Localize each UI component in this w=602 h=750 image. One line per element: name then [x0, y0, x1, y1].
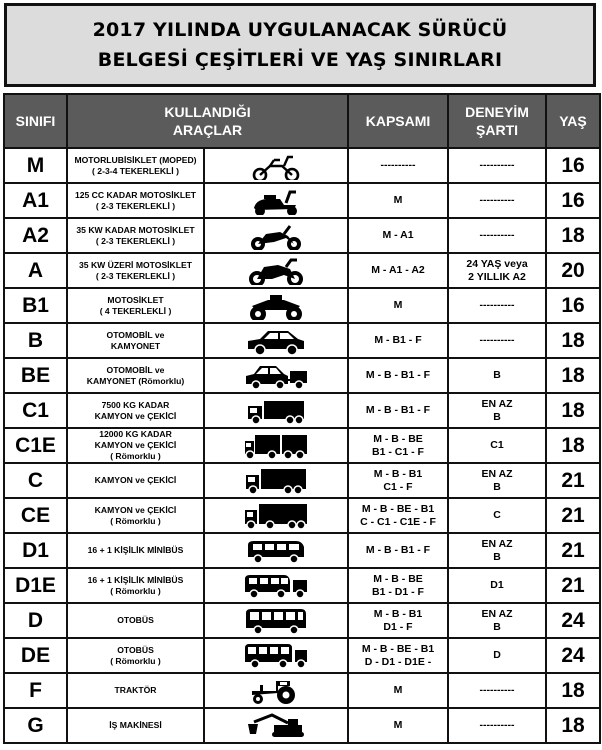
vehicle-description-c1e-line-3: ( Römorklu ) — [110, 451, 161, 461]
table-row-c1e — [4, 428, 600, 463]
minimum-age-c1: 18 — [546, 393, 600, 428]
scope-g — [348, 708, 448, 743]
experience-requirement-g — [448, 708, 546, 743]
table-row-d1 — [4, 533, 600, 568]
experience-requirement-a-line-1: 24 YAŞ veya — [466, 257, 528, 270]
scope-a1 — [348, 183, 448, 218]
table-row-c — [4, 463, 600, 498]
licence-class-a1: A1 — [4, 183, 67, 218]
minimum-age-d: 24 — [546, 603, 600, 638]
vehicle-description-de-line-1: OTOBÜS — [117, 644, 154, 655]
scope-f-line-1: M — [393, 684, 403, 696]
table-row-g — [4, 708, 600, 743]
truck-trailer-icon — [244, 432, 308, 460]
scope-c1e-line-2: B1 - C1 - F — [372, 445, 424, 458]
licence-class-a2: A2 — [4, 218, 67, 253]
licence-class-f: F — [4, 673, 67, 708]
vehicle-description-a-line-1: 35 KW ÜZERİ MOTOSİKLET — [79, 259, 192, 270]
vehicle-icon-cell-ce — [204, 498, 348, 533]
vehicle-description-c — [67, 463, 204, 498]
table-row-a — [4, 253, 600, 288]
scope-d1e-line-2: B1 - D1 - F — [372, 585, 424, 598]
vehicle-icon-cell-be — [204, 358, 348, 393]
table-row-a1 — [4, 183, 600, 218]
minimum-age-a: 20 — [546, 253, 600, 288]
experience-requirement-d1-line-1: EN AZ — [481, 537, 513, 550]
header-age: YAŞ — [546, 94, 600, 148]
motorcycle-icon — [244, 222, 308, 250]
scope-m-line-1: ---------- — [380, 159, 416, 171]
vehicle-description-c1-line-2: KAMYON ve ÇEKİCİ — [94, 410, 177, 421]
header-vehicles-line-1: KULLANDIĞI — [164, 104, 251, 120]
minibus-icon — [244, 537, 308, 565]
experience-requirement-m-line-1: ---------- — [479, 159, 515, 171]
vehicle-icon-cell-de — [204, 638, 348, 673]
scope-g-line-1: M — [393, 719, 403, 731]
experience-requirement-a1 — [448, 183, 546, 218]
licence-class-m: M — [4, 148, 67, 183]
licence-class-d1e: D1E — [4, 568, 67, 603]
page-title-box — [4, 3, 596, 87]
experience-requirement-b-line-1: ---------- — [479, 334, 515, 346]
scope-de — [348, 638, 448, 673]
vehicle-icon-cell-b — [204, 323, 348, 358]
vehicle-description-a1-line-1: 125 CC KADAR MOTOSİKLET — [74, 189, 197, 200]
scope-c1e — [348, 428, 448, 463]
vehicle-description-g — [67, 708, 204, 743]
experience-requirement-de — [448, 638, 546, 673]
scope-d — [348, 603, 448, 638]
vehicle-description-d1e-line-2: ( Römorklu ) — [110, 585, 161, 596]
vehicle-description-c-line-1: KAMYON ve ÇEKİCİ — [94, 475, 177, 485]
vehicle-description-a2-line-2: ( 2-3 TEKERLEKLİ ) — [95, 235, 176, 246]
quad-bike-icon — [244, 292, 308, 320]
experience-requirement-c-line-2: B — [493, 480, 501, 493]
experience-requirement-a2-line-1: ---------- — [479, 229, 515, 241]
licence-class-be: BE — [4, 358, 67, 393]
vehicle-icon-cell-c1e — [204, 428, 348, 463]
scope-a2-line-1: M - A1 — [382, 229, 414, 241]
table-row-b1 — [4, 288, 600, 323]
vehicle-description-d-line-1: OTOBÜS — [117, 615, 154, 625]
experience-requirement-be-line-1: B — [493, 369, 501, 381]
vehicle-description-a1 — [67, 183, 204, 218]
table-row-d1e — [4, 568, 600, 603]
licence-class-b1: B1 — [4, 288, 67, 323]
header-experience — [448, 94, 546, 148]
minimum-age-g: 18 — [546, 708, 600, 743]
minimum-age-c1e: 18 — [546, 428, 600, 463]
experience-requirement-f — [448, 673, 546, 708]
vehicle-description-d1 — [67, 533, 204, 568]
header-vehicles-line-2: ARAÇLAR — [172, 122, 243, 138]
vehicle-description-a — [67, 253, 204, 288]
minimum-age-be: 18 — [546, 358, 600, 393]
experience-requirement-be — [448, 358, 546, 393]
scope-c-line-2: C1 - F — [383, 480, 413, 493]
licence-class-g: G — [4, 708, 67, 743]
licence-class-c1e: C1E — [4, 428, 67, 463]
scope-c1e-line-1: M - B - BE — [373, 432, 423, 445]
scope-ce — [348, 498, 448, 533]
table-header-row — [4, 94, 600, 148]
minimum-age-ce: 21 — [546, 498, 600, 533]
vehicle-icon-cell-m — [204, 148, 348, 183]
tractor-icon — [244, 677, 308, 705]
vehicle-description-a1-line-2: ( 2-3 TEKERLEKLİ ) — [95, 200, 176, 211]
licence-class-b: B — [4, 323, 67, 358]
minimum-age-c: 21 — [546, 463, 600, 498]
experience-requirement-c1-line-2: B — [493, 410, 501, 423]
vehicle-description-ce-line-2: ( Römorklu ) — [110, 515, 161, 526]
experience-requirement-d1e — [448, 568, 546, 603]
licence-class-a: A — [4, 253, 67, 288]
licence-class-c1: C1 — [4, 393, 67, 428]
vehicle-description-de-line-2: ( Römorklu ) — [110, 655, 161, 666]
scope-f — [348, 673, 448, 708]
table-row-be — [4, 358, 600, 393]
vehicle-description-m-line-2: ( 2-3-4 TEKERLEKLİ ) — [92, 165, 179, 176]
vehicle-description-f-line-1: TRAKTÖR — [114, 685, 157, 695]
vehicle-description-c1e-line-1: 12000 KG KADAR — [99, 429, 172, 439]
experience-requirement-de-line-1: D — [493, 649, 501, 661]
vehicle-icon-cell-a — [204, 253, 348, 288]
vehicle-description-a-line-2: ( 2-3 TEKERLEKLİ ) — [95, 270, 176, 281]
experience-requirement-a1-line-1: ---------- — [479, 194, 515, 206]
vehicle-icon-cell-f — [204, 673, 348, 708]
vehicle-icon-cell-d1e — [204, 568, 348, 603]
experience-requirement-a-line-2: 2 YILLIK A2 — [468, 270, 526, 283]
minimum-age-m: 16 — [546, 148, 600, 183]
experience-requirement-d-line-2: B — [493, 620, 501, 633]
scope-d-line-1: M - B - B1 — [373, 607, 423, 620]
scope-d1e — [348, 568, 448, 603]
licence-classes-table — [3, 93, 601, 744]
experience-requirement-ce-line-1: C — [493, 509, 501, 521]
table-row-b — [4, 323, 600, 358]
vehicle-description-ce — [67, 498, 204, 533]
vehicle-description-be-line-1: OTOMOBİL ve — [106, 364, 165, 375]
page-title-line-2: BELGESİ ÇEŞİTLERİ VE YAŞ SINIRLARI — [97, 49, 503, 71]
scope-a2 — [348, 218, 448, 253]
vehicle-description-c1-line-1: 7500 KG KADAR — [101, 399, 170, 410]
minimum-age-f: 18 — [546, 673, 600, 708]
vehicle-description-d — [67, 603, 204, 638]
scope-ce-line-1: M - B - BE - B1 — [361, 502, 435, 515]
vehicle-icon-cell-d1 — [204, 533, 348, 568]
experience-requirement-ce — [448, 498, 546, 533]
experience-requirement-b1-line-1: ---------- — [479, 299, 515, 311]
licence-class-c: C — [4, 463, 67, 498]
scope-a-line-1: M - A1 - A2 — [371, 264, 425, 276]
scope-b1 — [348, 288, 448, 323]
heavy-motorcycle-icon — [244, 257, 308, 285]
minimum-age-d1: 21 — [546, 533, 600, 568]
scope-b-line-1: M - B1 - F — [374, 334, 422, 346]
experience-requirement-c1 — [448, 393, 546, 428]
table-row-m — [4, 148, 600, 183]
experience-requirement-d1e-line-1: D1 — [490, 579, 504, 591]
scope-de-line-2: D - D1 - D1E - — [364, 655, 432, 668]
licence-class-de: DE — [4, 638, 67, 673]
scope-c1 — [348, 393, 448, 428]
vehicle-icon-cell-c1 — [204, 393, 348, 428]
experience-requirement-c1-line-1: EN AZ — [481, 397, 513, 410]
scope-c-line-1: M - B - B1 — [373, 467, 423, 480]
minimum-age-b1: 16 — [546, 288, 600, 323]
scope-c1-line-1: M - B - B1 - F — [365, 404, 431, 416]
experience-requirement-c-line-1: EN AZ — [481, 467, 513, 480]
table-row-d — [4, 603, 600, 638]
vehicle-description-a2 — [67, 218, 204, 253]
vehicle-description-m-line-1: MOTORLUBİSİKLET (MOPED) — [74, 154, 197, 165]
experience-requirement-f-line-1: ---------- — [479, 684, 515, 696]
vehicle-icon-cell-g — [204, 708, 348, 743]
vehicle-description-g-line-1: İŞ MAKİNESİ — [109, 720, 162, 730]
experience-requirement-m — [448, 148, 546, 183]
scope-ce-line-2: C - C1 - C1E - F — [360, 515, 436, 528]
table-row-f — [4, 673, 600, 708]
experience-requirement-c1e — [448, 428, 546, 463]
vehicle-icon-cell-d — [204, 603, 348, 638]
minimum-age-a2: 18 — [546, 218, 600, 253]
vehicle-description-b1 — [67, 288, 204, 323]
table-row-c1 — [4, 393, 600, 428]
header-experience-line-1: DENEYİM — [465, 104, 529, 120]
scope-m — [348, 148, 448, 183]
excavator-icon — [244, 712, 308, 740]
minimum-age-b: 18 — [546, 323, 600, 358]
vehicle-description-b — [67, 323, 204, 358]
minibus-trailer-icon — [244, 572, 308, 600]
scope-d1e-line-1: M - B - BE — [373, 572, 423, 585]
experience-requirement-a — [448, 253, 546, 288]
experience-requirement-d1 — [448, 533, 546, 568]
semi-truck-icon — [244, 502, 308, 530]
car-trailer-icon — [244, 362, 308, 390]
scope-d-line-2: D1 - F — [383, 620, 413, 633]
header-scope: KAPSAMI — [348, 94, 448, 148]
table-row-ce — [4, 498, 600, 533]
vehicle-description-b1-line-2: ( 4 TEKERLEKLİ ) — [99, 305, 172, 316]
vehicle-description-ce-line-1: KAMYON ve ÇEKİCİ — [94, 504, 177, 515]
experience-requirement-g-line-1: ---------- — [479, 719, 515, 731]
scooter-icon — [244, 187, 308, 215]
vehicle-description-b-line-1: OTOMOBİL ve — [106, 329, 165, 340]
vehicle-description-d1-line-1: 16 + 1 KİŞİLİK MİNİBÜS — [87, 545, 184, 555]
vehicle-description-c1e — [67, 428, 204, 463]
table-row-a2 — [4, 218, 600, 253]
moped-icon — [244, 152, 308, 180]
scope-d1 — [348, 533, 448, 568]
vehicle-description-f — [67, 673, 204, 708]
experience-requirement-d-line-1: EN AZ — [481, 607, 513, 620]
experience-requirement-d1-line-2: B — [493, 550, 501, 563]
scope-be — [348, 358, 448, 393]
car-icon — [244, 327, 308, 355]
scope-a1-line-1: M — [393, 194, 403, 206]
header-vehicles — [67, 94, 348, 148]
experience-requirement-a2 — [448, 218, 546, 253]
vehicle-description-de — [67, 638, 204, 673]
experience-requirement-b1 — [448, 288, 546, 323]
vehicle-description-b-line-2: KAMYONET — [110, 340, 161, 351]
minimum-age-d1e: 21 — [546, 568, 600, 603]
scope-d1-line-1: M - B - B1 - F — [365, 544, 431, 556]
scope-a — [348, 253, 448, 288]
vehicle-description-be-line-2: KAMYONET (Römorklu) — [86, 375, 185, 386]
vehicle-description-d1e-line-1: 16 + 1 KİŞİLİK MİNİBÜS — [87, 574, 184, 585]
experience-requirement-b — [448, 323, 546, 358]
vehicle-description-d1e — [67, 568, 204, 603]
scope-b — [348, 323, 448, 358]
minimum-age-de: 24 — [546, 638, 600, 673]
truck-icon — [244, 467, 308, 495]
vehicle-description-c1e-line-2: KAMYON ve ÇEKİCİ — [94, 440, 177, 450]
vehicle-description-m — [67, 148, 204, 183]
scope-b1-line-1: M — [393, 299, 403, 311]
vehicle-icon-cell-b1 — [204, 288, 348, 323]
light-truck-icon — [244, 397, 308, 425]
vehicle-icon-cell-c — [204, 463, 348, 498]
vehicle-description-be — [67, 358, 204, 393]
page-title-line-1: 2017 YILINDA UYGULANACAK SÜRÜCÜ — [92, 19, 508, 41]
scope-c — [348, 463, 448, 498]
header-class: SINIFI — [4, 94, 67, 148]
bus-trailer-icon — [244, 642, 308, 670]
vehicle-description-b1-line-1: MOTOSİKLET — [107, 294, 164, 305]
licence-class-d1: D1 — [4, 533, 67, 568]
vehicle-description-a2-line-1: 35 KW KADAR MOTOSİKLET — [76, 224, 195, 235]
bus-icon — [244, 607, 308, 635]
scope-be-line-1: M - B - B1 - F — [365, 369, 431, 381]
experience-requirement-c1e-line-1: C1 — [490, 439, 504, 451]
vehicle-description-c1 — [67, 393, 204, 428]
licence-class-d: D — [4, 603, 67, 638]
licence-class-ce: CE — [4, 498, 67, 533]
experience-requirement-c — [448, 463, 546, 498]
header-experience-line-2: ŞARTI — [476, 122, 519, 138]
vehicle-icon-cell-a2 — [204, 218, 348, 253]
vehicle-icon-cell-a1 — [204, 183, 348, 218]
experience-requirement-d — [448, 603, 546, 638]
scope-de-line-1: M - B - BE - B1 — [361, 642, 435, 655]
minimum-age-a1: 16 — [546, 183, 600, 218]
table-row-de — [4, 638, 600, 673]
